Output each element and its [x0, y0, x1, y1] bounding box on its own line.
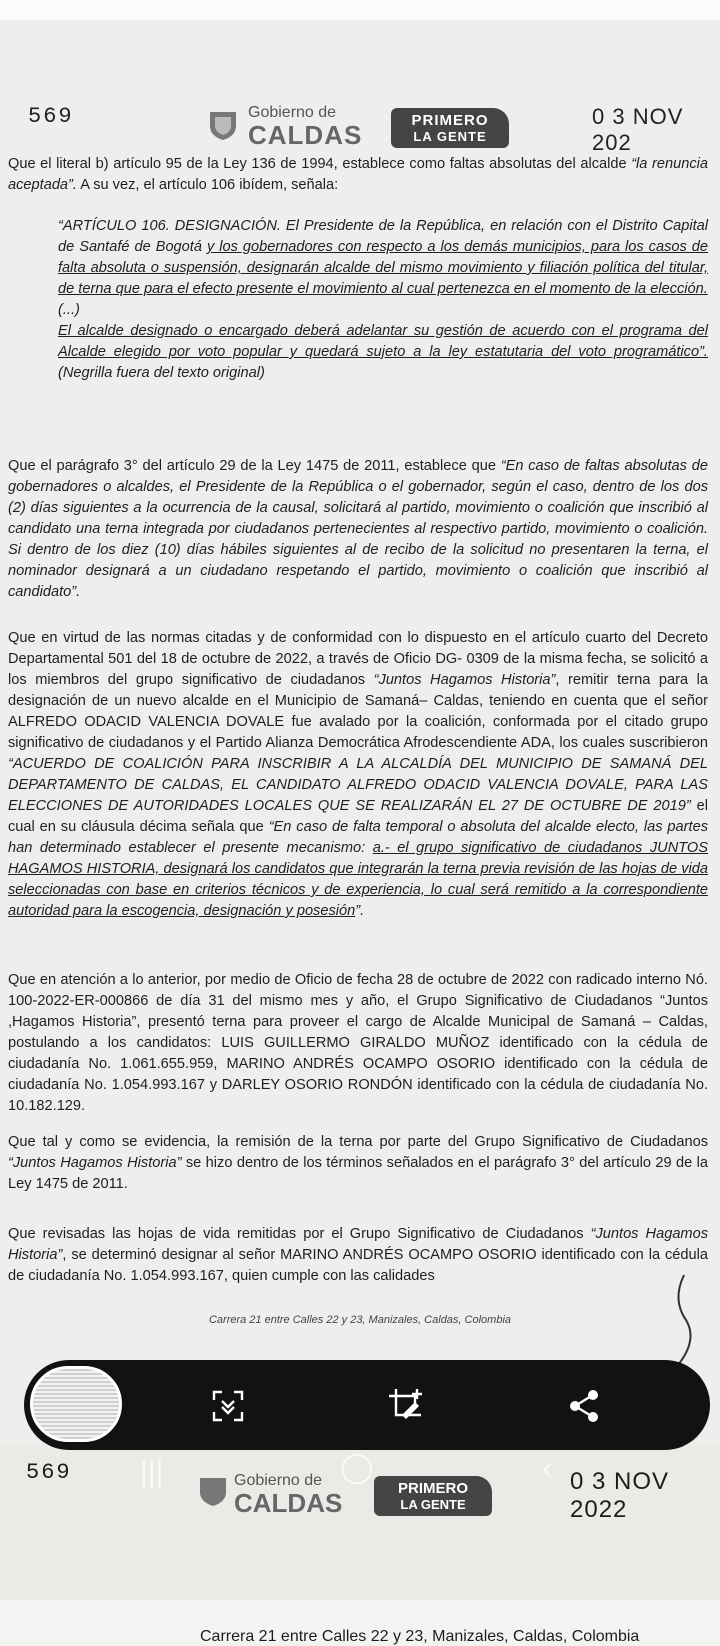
paragraph-6: Que revisadas las hojas de vida remitidas por el Grupo Significativo de Ciudadanos “Juntos Hagamos Historia”, se determinó designar al señor MARINO ANDRÉS OCAMPO OSORIO identificado con la cédula de ciudadanía No. 1.054.993.167, quien cumple con las calidades	[8, 1226, 709, 1284]
footer-address: Carrera 21 entre Calles 22 y 23, Manizales, Caldas, Colombia	[200, 1628, 640, 1645]
paragraph-5: Que tal y como se evidencia, la remisión de la terna por parte del Grupo Significativo de Ciudadanos “Juntos Hagamos Historia” se hizo dentro de los términos señalados en el parágrafo 3° del artículo 29 de la Ley 1475 de 2011.	[8, 1134, 708, 1192]
logo-line1: Gobierno de	[248, 104, 337, 121]
document-number: 569	[28, 104, 74, 129]
quote-article-106: “ARTÍCULO 106. DESIGNACIÓN. El Presidente de la República, en relación con el Distrito Capital de Santafé de Bogotá y los gobernadores con respecto a los demás municipios, para los casos de falta absoluta o suspensión, designarán alcalde del mismo movimiento y filiación política del titular, de terna que para el efecto presente el movimiento al cual pertenezca en el momento de la elección. (...) El alcalde designado o encargado deberá adelantar su gestión de acuerdo con el programa del Alcalde elegido por voto popular y quedará sujeto a la ley estatutaria del voto programático”. (Negrilla fuera del texto original)	[58, 218, 709, 381]
share-icon[interactable]	[562, 1384, 606, 1428]
caldas-logo	[206, 102, 526, 156]
edit-crop-icon[interactable]	[384, 1384, 428, 1428]
screenshot-thumbnail[interactable]	[30, 1366, 122, 1442]
home-icon[interactable]: ◯	[340, 1451, 374, 1484]
paragraph-3: Que en virtud de las normas citadas y de conformidad con lo dispuesto en el artículo cuarto del Decreto Departamental 501 del 18 de octubre de 2022, a través de Oficio DG- 0309 de la misma fecha, se solicitó a los miembros del grupo significativo de ciudadanos “Juntos Hagamos Historia”, remitir terna para la designación de un nuevo alcalde en el Municipio de Samaná– Caldas, teniendo en cuenta que el señor ALFREDO ODACID VALENCIA DOVALE fue avalado por la coalición, conformada por el citado grupo significativo de ciudadanos y el Partido Alianza Democrática Afrodescendiente ADA, los cuales suscribieron “ACUERDO DE COALICIÓN PARA INSCRIBIR A LA ALCALDÍA DEL MUNICIPIO DE SAMANÁ DEL DEPARTAMENTO DE CALDAS, EL CANDIDATO ALFREDO ODACID VALENCIA DOVALE, PARA LAS ELECCIONES DE AUTORIDADES LOCALES QUE SE REALIZARÁN EL 27 DE OCTUBRE DE 2019” el cual en su cláusula décima señala que “En caso de falta temporal o absoluta del alcalde electo, las partes han determinado establecer el presente mecanismo: a.- el grupo significativo de ciudadanos JUNTOS HAGAMOS HISTORIA, designará los candidatos que integrarán la terna previa revisión de las hojas de vida seleccionadas con base en criterios técnicos y de experiencia, lo cual será remitido a la correspondiente autoridad para la escogencia, designación y posesión”.	[8, 630, 708, 919]
back-icon[interactable]: ‹	[542, 1452, 552, 1485]
scroll-capture-icon[interactable]	[206, 1384, 250, 1428]
logo-line2: CALDAS	[248, 120, 363, 150]
paragraph-2: Que el parágrafo 3° del artículo 29 de la Ley 1475 de 2011, establece que “En caso de faltas absolutas de gobernadores o alcaldes, el Presidente de la República o el gobernador, según el caso, dentro de los dos (2) días siguientes a la ocurrencia de la causal, solicitará al partido, movimiento o coalición que inscribió al candidato una terna integrada por ciudadanos pertenecientes al respectivo partido, movimiento o coalición. Si dentro de los diez (10) días hábiles siguientes al de recibo de la solicitud no presentaren la terna, el nominador designará a un ciudadano respetando el partido, movimiento o coalición que inscribió al candidato”.	[8, 458, 708, 600]
recent-apps-icon[interactable]: |||	[140, 1456, 164, 1489]
shield-icon	[196, 1474, 230, 1508]
shield-icon	[206, 108, 240, 142]
paragraph-4: Que en atención a lo anterior, por medio de Oficio de fecha 28 de octubre de 2022 con radicado interno Nó. 100-2022-ER-000866 de día 31 del mismo mes y año, el Grupo Significativo de Ciudadanos “Juntos ,Hagamos Historia”, presentó terna para proveer el cargo de Alcalde Municipal de Samaná – Caldas, postulando a los candidatos: LUIS GUILLERMO GIRALDO MUÑOZ identificado con la cédula de ciudadanía No. 1.061.655.959, MARINO ANDRÉS OCAMPO OSORIO identificado con la cédula de ciudadanía No. 1.054.993.167 y DARLEY OSORIO RONDÓN identificado con la cédula de ciudadanía No. 10.182.129.	[8, 972, 708, 1114]
next-page-number: 569	[26, 1460, 72, 1485]
footer-text: Carrera 21 entre Calles 22 y 23, Manizales, Caldas, Colombia	[208, 1314, 512, 1326]
next-page-date: 0 3 NOV 2022	[570, 1468, 670, 1523]
primero-badge: PRIMERO LA GENTE	[374, 1476, 492, 1516]
status-strip	[0, 0, 720, 21]
document-date: 0 3 NOV 202	[592, 104, 684, 155]
primero-badge: PRIMERO LA GENTE	[391, 108, 509, 148]
next-page-logo: Gobierno de CALDAS PRIMERO LA GENTE	[196, 1468, 516, 1528]
paragraph-1: Que el literal b) artículo 95 de la Ley 136 de 1994, establece como faltas absolutas del alcalde “la renuncia aceptada”. A su vez, el artículo 106 ibídem, señala:	[8, 156, 708, 193]
screenshot-toolbar	[24, 1360, 710, 1450]
